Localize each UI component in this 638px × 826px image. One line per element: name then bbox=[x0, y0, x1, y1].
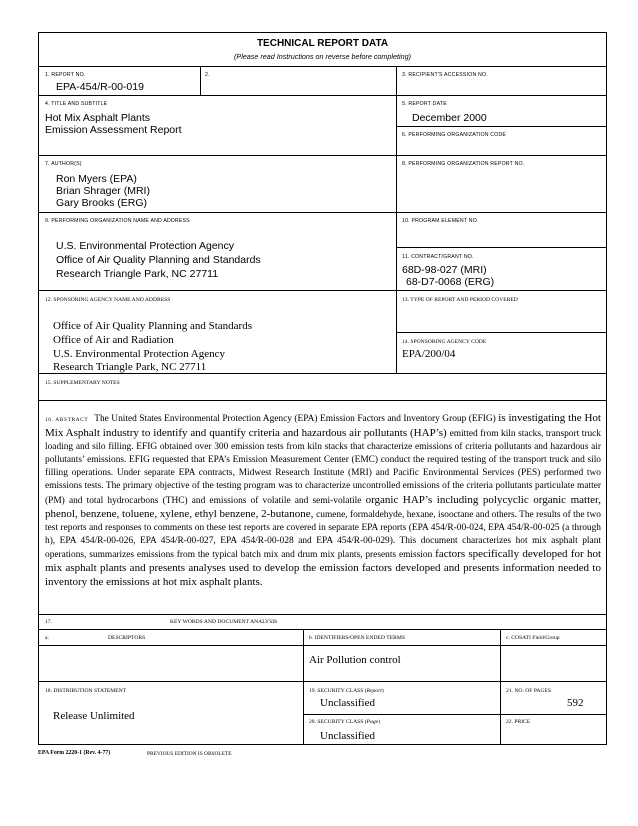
performing-org-line-3: Research Triangle Park, NC 27711 bbox=[56, 268, 219, 280]
abstract-segment-5: cumene, formaldehyde, hexane, isooctane and others. The results of the two test reports and responses to comments on these test reports are covered in separate EPA reports (EPA 454/R-00-024, EPA 454/R-00-025 (a through h), EPA 454/R-00-026, EPA 454/R-00-027, EPA 454/R-00-028 and EPA 454/R-00-029). This document characterizes hot mix asphalt plant operations, summarizes emissions from the typical batch mix and drum mix plants, presents emission bbox=[45, 509, 601, 560]
cosati-label: c. COSATI Field/Group bbox=[506, 635, 560, 641]
report-date-label: 5. REPORT DATE bbox=[402, 101, 447, 107]
abstract-segment-2: is investigating the Hot Mix Asphalt industry to identify and quantify criteria and hazardous air pollutants (HAP’s) bbox=[45, 412, 601, 440]
sponsoring-agency-line-2: Office of Air and Radiation bbox=[53, 334, 174, 346]
accession-no-label: 3. RECIPIENT'S ACCESSION NO. bbox=[402, 72, 488, 78]
abstract bbox=[45, 412, 601, 590]
distribution-label: 18. DISTRIBUTION STATEMENT bbox=[45, 688, 127, 694]
abstract-segment-4: organic HAP’s including polycyclic organic matter, phenol, benzene, toluene, xylene, ethyl benzene, 2-butanone, bbox=[45, 493, 602, 520]
org-code-label: 6. PERFORMING ORGANIZATION CODE bbox=[402, 132, 507, 138]
supplementary-notes-label: 15. SUPPLEMENTARY NOTES bbox=[45, 380, 120, 386]
author-3: Gary Brooks (ERG) bbox=[56, 197, 148, 209]
abstract-label: 16. ABSTRACT bbox=[45, 417, 89, 423]
security-class-report-label: 19. SECURITY CLASS (Report) bbox=[309, 688, 384, 694]
sponsoring-agency-line-4: Research Triangle Park, NC 27711 bbox=[53, 361, 207, 373]
security-class-report-value: Unclassified bbox=[320, 697, 375, 709]
performing-org-line-2: Office of Air Quality Planning and Standards bbox=[56, 254, 261, 266]
report-no-label: 1. REPORT NO. bbox=[45, 72, 86, 78]
edition-note: PREVIOUS EDITION IS OBSOLETE bbox=[147, 751, 232, 757]
title-line-1: Hot Mix Asphalt Plants bbox=[45, 112, 151, 124]
security-class-page-value: Unclassified bbox=[320, 730, 375, 742]
authors-label: 7. AUTHOR(S) bbox=[45, 161, 82, 167]
form-title: TECHNICAL REPORT DATA bbox=[256, 38, 389, 49]
abstract-segment-1: The United States Environmental Protection Agency (EPA) Emission Factors and Inventory Group (EFIG) bbox=[94, 414, 499, 424]
sponsoring-agency-label: 12. SPONSORING AGENCY NAME AND ADDRESS bbox=[45, 297, 171, 303]
contract-no-2: 68-D7-0068 (ERG) bbox=[406, 276, 495, 288]
author-1: Ron Myers (EPA) bbox=[56, 173, 137, 185]
form-instructions: (Please read Instructions on reverse before completing) bbox=[234, 52, 411, 61]
report-no-value: EPA-454/R-00-019 bbox=[56, 81, 144, 93]
descriptors-letter: a. bbox=[45, 635, 49, 641]
contract-no-label: 11. CONTRACT/GRANT NO. bbox=[402, 254, 474, 260]
author-2: Brian Shrager (MRI) bbox=[56, 185, 150, 197]
pages-label: 21. NO. OF PAGES bbox=[506, 688, 552, 694]
distribution-value: Release Unlimited bbox=[53, 710, 135, 722]
price-label: 22. PRICE bbox=[506, 719, 531, 725]
report-type-label: 13. TYPE OF REPORT AND PERIOD COVERED bbox=[402, 297, 518, 303]
descriptors-label: DESCRIPTORS bbox=[108, 635, 146, 641]
pages-value: 592 bbox=[567, 697, 584, 709]
identifiers-label: b. IDENTIFIERS/OPEN ENDED TERMS bbox=[309, 635, 405, 641]
report-date-value: December 2000 bbox=[412, 112, 487, 124]
abstract-segment-6: factors specifically developed for hot mix asphalt plants and presents analyses used to develop the emission factors developed and presents information needed to inventory the emissions at hot mix asphalt plants. bbox=[45, 547, 602, 589]
agency-code-value: EPA/200/04 bbox=[402, 348, 456, 360]
form-number: EPA Form 2220-1 (Rev. 4-77) bbox=[38, 750, 111, 756]
security-class-page-label: 20. SECURITY CLASS (Page) bbox=[309, 719, 380, 725]
org-report-no-label: 8. PERFORMING ORGANIZATION REPORT NO. bbox=[402, 161, 525, 167]
sponsoring-agency-line-1: Office of Air Quality Planning and Standards bbox=[53, 320, 252, 332]
title-label: 4. TITLE AND SUBTITLE bbox=[45, 101, 108, 107]
performing-org-label: 9. PERFORMING ORGANIZATION NAME AND ADDRESS bbox=[45, 218, 190, 224]
keywords-number: 17. bbox=[45, 619, 52, 625]
contract-no-1: 68D-98-027 (MRI) bbox=[402, 264, 487, 276]
identifiers-value: Air Pollution control bbox=[309, 654, 401, 666]
performing-org-line-1: U.S. Environmental Protection Agency bbox=[56, 240, 235, 252]
abstract-segment-3: emitted from kiln stacks, transport truck loading and silo filling. EFIG obtained over 300 emission tests from kiln stacks that characterize emissions of criteria pollutants and hazardous air pollutants’ emissions. EFIG requested that EPA’s Emission Measurement Center (EMC) conduct the required testing of the transport truck and silo filling operations. Under separate EPA contracts, Midwest Research Institute (MRI) and Pacific Environmental Services (PES) performed two emissions tests. The primary objective of the testing program was to characterize uncontrolled emissions of the criteria pollutants particulate matter (PM) and total hydrocarbons (THC) and emissions of volatile and semi-volatile bbox=[45, 429, 601, 506]
box2-label: 2. bbox=[205, 72, 210, 78]
sponsoring-agency-line-3: U.S. Environmental Protection Agency bbox=[53, 348, 225, 360]
program-element-label: 10. PROGRAM ELEMENT NO. bbox=[402, 218, 479, 224]
keywords-heading: KEY WORDS AND DOCUMENT ANALYSIS bbox=[170, 619, 278, 625]
agency-code-label: 14. SPONSORING AGENCY CODE bbox=[402, 339, 487, 345]
title-line-2: Emission Assessment Report bbox=[45, 124, 182, 136]
